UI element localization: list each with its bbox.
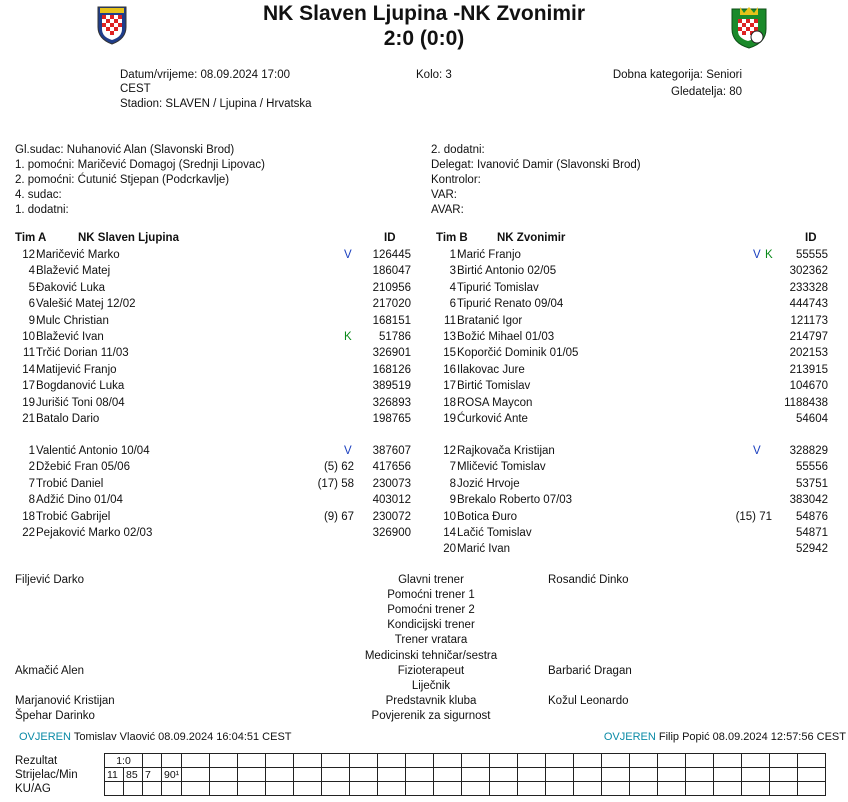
kapetan-marker: K (344, 331, 352, 343)
score-cell (742, 754, 770, 768)
score-cell (434, 768, 462, 782)
official-var: VAR: (431, 189, 457, 201)
team-b-name: NK Zvonimir (497, 232, 566, 244)
score-cell (143, 754, 162, 768)
match-datetime: Datum/vrijeme: 08.09.2024 17:00 (120, 69, 291, 81)
score-cell (238, 768, 266, 782)
score-cell (162, 782, 182, 796)
player-number: 1 (449, 249, 456, 261)
score-cell (658, 768, 686, 782)
score-cell (714, 768, 742, 782)
player-id: 302362 (789, 265, 828, 278)
player-name: Valešić Matej 12/02 (36, 298, 136, 311)
substitution-info: (17) 58 (317, 477, 354, 490)
staff-away-name: Barbarić Dragan (548, 664, 632, 677)
substitution-info: (15) 71 (735, 510, 772, 523)
score-cell (266, 768, 294, 782)
player-number: 17 (443, 380, 456, 393)
staff-home-name: Špehar Darinko (15, 709, 95, 722)
player-number: 8 (28, 494, 35, 507)
player-number: 10 (443, 510, 456, 523)
player-number: 10 (22, 331, 35, 343)
score-cell (434, 782, 462, 796)
team-b-label: Tim B (436, 232, 468, 244)
score-cell (490, 768, 518, 782)
player-id: 326900 (372, 527, 411, 539)
player-id: 168151 (372, 314, 411, 327)
score-cell (162, 754, 182, 768)
player-number: 3 (449, 265, 456, 278)
score-cell (143, 782, 162, 796)
player-id: 54871 (796, 527, 828, 539)
player-id: 104670 (789, 380, 828, 393)
staff-home-name: Marjanović Kristijan (15, 694, 115, 707)
player-id: 54604 (796, 413, 828, 425)
player-name: Blažević Ivan (36, 331, 104, 343)
verified-home-text: Tomislav Vlaović 08.09.2024 16:04:51 CEST (73, 731, 292, 743)
player-name: Blažević Matej (36, 265, 111, 278)
player-id: 444743 (789, 298, 828, 311)
match-timezone: CEST (120, 83, 151, 95)
staff-away-name: Rosandić Dinko (548, 574, 629, 586)
player-name: Botica Đuro (457, 510, 518, 523)
player-number: 14 (443, 527, 456, 539)
player-number: 7 (449, 461, 456, 474)
score-cell (574, 754, 602, 768)
score-cell (210, 768, 238, 782)
score-cell (630, 768, 658, 782)
player-number: 7 (28, 477, 35, 490)
score-cell (406, 754, 434, 768)
score-cell (462, 754, 490, 768)
score-cell (798, 754, 826, 768)
score-cell (686, 782, 714, 796)
player-name: Koporčić Dominik 01/05 (457, 347, 579, 360)
official-delegate: Delegat: Ivanović Damir (Slavonski Brod) (431, 159, 641, 171)
player-name: Tipurić Tomislav (457, 281, 539, 294)
officials-left (15, 143, 265, 218)
official-controller: Kontrolor: (431, 174, 481, 186)
team-b-id-header: ID (805, 232, 817, 244)
score-cell (686, 754, 714, 768)
team-a-label: Tim A (15, 232, 47, 244)
verified-away-text: Filip Popić 08.09.2024 12:57:56 CEST (658, 731, 846, 743)
vratar-marker: V (344, 445, 352, 457)
player-id: 217020 (372, 298, 411, 311)
staff-role: Fizioterapeut (397, 664, 465, 677)
player-id: 126445 (372, 249, 411, 261)
staff-role: Medicinski tehničar/sestra (364, 649, 498, 662)
score-cell (322, 754, 350, 768)
score-cell (378, 768, 406, 782)
player-name: Jurišić Toni 08/04 (36, 396, 125, 409)
player-number: 18 (22, 510, 35, 523)
player-id: 53751 (796, 477, 828, 490)
player-name: Matijević Franjo (36, 363, 117, 376)
player-number: 1 (28, 445, 35, 457)
vratar-marker: V (344, 249, 352, 261)
score-cell (266, 754, 294, 768)
player-id: 417656 (372, 461, 411, 474)
score-cell (742, 782, 770, 796)
score-cell (238, 754, 266, 768)
player-name: Rajkovača Kristijan (457, 445, 555, 457)
score-cell (742, 768, 770, 782)
kapetan-marker: K (765, 249, 773, 261)
score-cell (630, 782, 658, 796)
score-cell (714, 782, 742, 796)
official-additional-1: 1. dodatni: (15, 204, 69, 216)
player-name: Batalo Dario (36, 413, 100, 425)
verified-home (19, 731, 292, 743)
score-cell (406, 782, 434, 796)
score-cell (574, 768, 602, 782)
substitution-info: (5) 62 (323, 461, 354, 474)
score-cell (294, 754, 322, 768)
player-name: Adžić Dino 01/04 (36, 494, 123, 507)
player-name: Mličević Tomislav (457, 461, 546, 474)
score-cell (630, 754, 658, 768)
score-cell (182, 768, 210, 782)
official-additional-2: 2. dodatni: (431, 144, 485, 156)
player-name: Ćurković Ante (457, 413, 528, 425)
player-name: Jozić Hrvoje (457, 477, 520, 490)
player-id: 214797 (789, 331, 828, 343)
staff-home-name: Akmačić Alen (15, 664, 85, 677)
score-cell (770, 782, 798, 796)
official-assistant-2: 2. pomoćni: Ćutunić Stjepan (Podcrkavlje) (15, 174, 230, 186)
staff-role: Trener vratara (394, 634, 468, 647)
label-result: Rezultat (15, 755, 58, 767)
staff-role: Povjerenik za sigurnost (371, 709, 491, 722)
score-cell (406, 768, 434, 782)
official-main-referee: Gl.sudac: Nuhanović Alan (Slavonski Brod) (15, 144, 235, 156)
official-fourth: 4. sudac: (15, 189, 62, 201)
player-number: 12 (22, 249, 35, 261)
score-cell (490, 754, 518, 768)
score-row (105, 782, 826, 796)
score-cell (518, 768, 546, 782)
score-cell (350, 768, 378, 782)
player-number: 9 (28, 314, 35, 327)
score-row (105, 754, 826, 768)
player-number: 19 (443, 413, 456, 425)
score-cell (518, 782, 546, 796)
score-cell (210, 782, 238, 796)
player-id: 326893 (372, 396, 411, 409)
player-id: 51786 (379, 331, 411, 343)
verified-away-label: OVJEREN (603, 731, 656, 743)
score-cell (124, 782, 143, 796)
match-title: NK Slaven Ljupina -NK Zvonimir (262, 2, 586, 25)
player-id: 383042 (789, 494, 828, 507)
player-number: 8 (449, 477, 456, 490)
player-number: 19 (22, 396, 35, 409)
player-id: 55555 (796, 249, 828, 261)
score-cell (574, 782, 602, 796)
score-cell (378, 782, 406, 796)
staff-role: Kondicijski trener (387, 619, 475, 632)
player-name: Marić Ivan (457, 543, 511, 556)
player-number: 2 (28, 461, 35, 474)
player-id: 389519 (372, 380, 411, 393)
score-cell (462, 782, 490, 796)
score-cell (546, 754, 574, 768)
player-id: 168126 (372, 363, 411, 376)
player-id: 328829 (789, 445, 828, 457)
player-id: 1188438 (784, 396, 828, 409)
player-name: Mulc Christian (36, 314, 109, 327)
match-score: 2:0 (0:0) (383, 27, 465, 50)
score-cell: 11 (105, 768, 124, 782)
player-id: 186047 (372, 265, 411, 278)
score-cell (350, 782, 378, 796)
staff-role: Pomoćni trener 1 (387, 589, 475, 602)
score-cell (294, 768, 322, 782)
score-cell (798, 768, 826, 782)
player-id: 233328 (789, 281, 828, 294)
player-name: Bogdanović Luka (36, 380, 125, 393)
score-cell: 1:0 (105, 754, 143, 768)
player-number: 18 (443, 396, 456, 409)
player-number: 17 (22, 380, 35, 393)
score-cell (322, 768, 350, 782)
player-id: 326901 (372, 347, 411, 360)
player-number: 4 (28, 265, 35, 278)
vratar-marker: V (753, 445, 761, 457)
score-cell (350, 754, 378, 768)
score-cell (238, 782, 266, 796)
player-name: Džebić Fran 05/06 (36, 461, 130, 474)
team-a-name: NK Slaven Ljupina (78, 232, 179, 244)
score-cell (490, 782, 518, 796)
player-name: Maričević Marko (36, 249, 120, 261)
match-stadium: Stadion: SLAVEN / Ljupina / Hrvatska (120, 98, 312, 110)
player-name: Brekalo Roberto 07/03 (457, 494, 573, 507)
player-name: Bratanić Igor (457, 314, 523, 327)
score-table-labels (15, 754, 78, 796)
score-cell (658, 782, 686, 796)
player-number: 11 (444, 314, 456, 327)
score-cell (602, 768, 630, 782)
player-number: 4 (449, 281, 456, 294)
score-cell (714, 754, 742, 768)
player-number: 9 (449, 494, 456, 507)
score-table (104, 753, 826, 796)
player-id: 213915 (789, 363, 828, 376)
player-number: 21 (22, 413, 35, 425)
player-name: Tipurić Renato 09/04 (457, 298, 564, 311)
score-cell: 90¹ (162, 768, 182, 782)
score-cell (378, 754, 406, 768)
player-number: 12 (443, 445, 456, 457)
player-number: 15 (443, 347, 456, 360)
score-cell (602, 782, 630, 796)
score-cell (546, 768, 574, 782)
verified-away (604, 731, 846, 743)
official-avar: AVAR: (431, 204, 464, 216)
player-name: Trobić Daniel (36, 477, 104, 490)
player-number: 13 (443, 331, 456, 343)
player-id: 198765 (372, 413, 411, 425)
label-scorer: Strijelac/Min (15, 769, 78, 781)
player-id: 52942 (796, 543, 828, 556)
vratar-marker: V (753, 249, 761, 261)
player-name: Marić Franjo (457, 249, 521, 261)
player-number: 20 (443, 543, 456, 556)
verified-home-label: OVJEREN (19, 731, 71, 743)
player-name: Lačić Tomislav (457, 527, 532, 539)
score-cell (182, 754, 210, 768)
score-cell: 7 (143, 768, 162, 782)
age-category: Dobna kategorija: Seniori (612, 69, 742, 81)
score-cell (518, 754, 546, 768)
score-cell (546, 782, 574, 796)
score-cell (105, 782, 124, 796)
score-row (105, 768, 826, 782)
staff-role: Predstavnik kluba (385, 694, 477, 707)
player-name: Birtić Antonio 02/05 (457, 265, 557, 278)
team-a-id-header: ID (384, 232, 396, 244)
player-number: 16 (443, 363, 456, 376)
label-cards: KU/AG (15, 783, 51, 795)
official-assistant-1: 1. pomoćni: Maričević Domagoj (Srednji Lipovac) (15, 159, 265, 171)
player-name: Pejaković Marko 02/03 (36, 527, 153, 539)
score-cell (434, 754, 462, 768)
player-number: 14 (22, 363, 35, 376)
score-cell (770, 768, 798, 782)
score-cell (294, 782, 322, 796)
player-id: 230073 (372, 477, 411, 490)
staff-role: Liječnik (411, 679, 451, 692)
player-id: 121173 (790, 314, 828, 327)
player-number: 5 (28, 281, 35, 294)
score-cell (798, 782, 826, 796)
substitution-info: (9) 67 (323, 510, 354, 523)
match-round: Kolo: 3 (416, 69, 452, 81)
player-name: Đaković Luka (36, 281, 106, 294)
staff-away-name: Kožul Leonardo (548, 694, 629, 707)
player-name: ROSA Maycon (457, 396, 533, 409)
score-cell (658, 754, 686, 768)
player-name: Trčić Dorian 11/03 (36, 347, 129, 360)
score-cell (602, 754, 630, 768)
player-name: Trobić Gabrijel (36, 510, 111, 523)
player-id: 55556 (796, 461, 828, 474)
player-number: 22 (22, 527, 35, 539)
staff-home-name: Filjević Darko (15, 574, 85, 586)
staff-role: Glavni trener (398, 574, 464, 586)
score-cell (770, 754, 798, 768)
score-cell (322, 782, 350, 796)
player-number: 6 (449, 298, 456, 311)
score-cell (266, 782, 294, 796)
player-number: 6 (28, 298, 35, 311)
player-id: 202153 (789, 347, 828, 360)
score-cell (182, 782, 210, 796)
player-id: 210956 (372, 281, 411, 294)
player-id: 54876 (796, 510, 828, 523)
score-cell (210, 754, 238, 768)
score-cell (686, 768, 714, 782)
player-number: 11 (23, 347, 35, 360)
player-id: 387607 (372, 445, 411, 457)
officials-right (431, 143, 641, 218)
player-name: Birtić Tomislav (457, 380, 531, 393)
player-name: Ilakovac Jure (457, 363, 525, 376)
staff-role: Pomoćni trener 2 (387, 604, 475, 617)
player-id: 403012 (372, 494, 411, 507)
spectators: Gledatelja: 80 (671, 86, 742, 98)
score-cell: 85 (124, 768, 143, 782)
player-id: 230072 (372, 510, 411, 523)
player-name: Valentić Antonio 10/04 (36, 445, 150, 457)
player-name: Božić Mihael 01/03 (457, 331, 555, 343)
score-cell (462, 768, 490, 782)
